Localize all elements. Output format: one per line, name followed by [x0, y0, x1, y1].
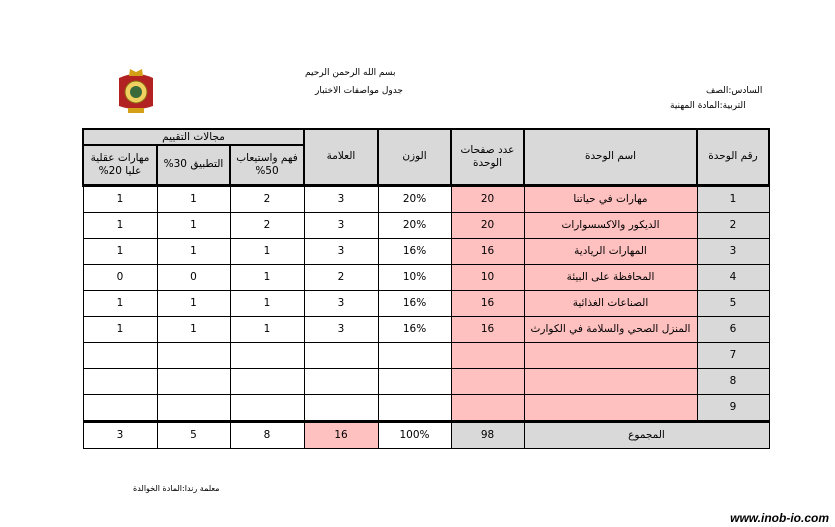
cell-no: 7: [697, 342, 769, 368]
cell-mark: [304, 394, 378, 421]
cell-higher: 1: [83, 316, 157, 342]
cell-weight: 16%: [378, 316, 451, 342]
cell-no: 3: [697, 238, 769, 264]
cell-weight: 16%: [378, 290, 451, 316]
jordan-coat-of-arms-logo: [116, 66, 156, 116]
cell-mark: 3: [304, 316, 378, 342]
watermark: www.inob-io.com: [730, 511, 829, 525]
cell-understand: [230, 342, 304, 368]
cell-pages: 16: [451, 290, 524, 316]
cell-weight: 16%: [378, 238, 451, 264]
cell-higher: 0: [83, 264, 157, 290]
cell-pages: 16: [451, 316, 524, 342]
header-unit-name: اسم الوحدة: [524, 129, 697, 185]
table-row: [83, 368, 769, 394]
cell-name: [524, 342, 697, 368]
header-pages: عدد صفحات الوحدة: [451, 129, 524, 185]
table-row: [83, 212, 769, 238]
cell-name: المنزل الصحي والسلامة في الكوارث: [524, 316, 697, 342]
total-higher: 3: [83, 421, 157, 448]
table-row: [83, 185, 769, 212]
cell-no: 4: [697, 264, 769, 290]
cell-no: 6: [697, 316, 769, 342]
teacher-name: معلمة رندا:المادة الخوالدة: [133, 484, 220, 493]
cell-name: المهارات الريادية: [524, 238, 697, 264]
header-weight: الوزن: [378, 129, 451, 185]
cell-name: المحافظة على البيئة: [524, 264, 697, 290]
total-row: [83, 421, 769, 448]
cell-pages: [451, 394, 524, 421]
cell-mark: 2: [304, 264, 378, 290]
cell-apply: 1: [157, 290, 230, 316]
cell-understand: 2: [230, 185, 304, 212]
cell-apply: [157, 342, 230, 368]
cell-apply: 1: [157, 212, 230, 238]
total-apply: 5: [157, 421, 230, 448]
cell-higher: 1: [83, 238, 157, 264]
cell-name: مهارات في حياتنا: [524, 185, 697, 212]
cell-higher: [83, 394, 157, 421]
cell-apply: 1: [157, 238, 230, 264]
cell-understand: 1: [230, 264, 304, 290]
total-weight: 100%: [378, 421, 451, 448]
cell-higher: [83, 368, 157, 394]
cell-understand: 1: [230, 238, 304, 264]
cell-pages: 20: [451, 185, 524, 212]
cell-mark: [304, 368, 378, 394]
cell-understand: 2: [230, 212, 304, 238]
total-pages: 98: [451, 421, 524, 448]
cell-weight: 10%: [378, 264, 451, 290]
cell-mark: 3: [304, 238, 378, 264]
cell-mark: [304, 342, 378, 368]
table-row: [83, 394, 769, 421]
cell-pages: 16: [451, 238, 524, 264]
cell-no: 9: [697, 394, 769, 421]
cell-apply: 1: [157, 316, 230, 342]
cell-apply: 1: [157, 185, 230, 212]
document-title: جدول مواصفات الاختبار: [315, 86, 403, 96]
cell-higher: 1: [83, 290, 157, 316]
cell-name: [524, 368, 697, 394]
cell-mark: 3: [304, 212, 378, 238]
cell-mark: 3: [304, 185, 378, 212]
cell-understand: [230, 394, 304, 421]
header-unit-no: رقم الوحدة: [697, 129, 769, 185]
cell-name: [524, 394, 697, 421]
cell-name: الصناعات الغذائية: [524, 290, 697, 316]
cell-understand: 1: [230, 290, 304, 316]
total-mark: 16: [304, 421, 378, 448]
cell-weight: 20%: [378, 185, 451, 212]
cell-higher: [83, 342, 157, 368]
table-row: [83, 342, 769, 368]
cell-pages: 20: [451, 212, 524, 238]
grade-label: السادس:الصف: [706, 86, 763, 96]
total-label: المجموع: [524, 421, 769, 448]
cell-pages: 10: [451, 264, 524, 290]
table-row: [83, 316, 769, 342]
basmala: بسم الله الرحمن الرحيم: [305, 68, 396, 78]
table-row: [83, 238, 769, 264]
cell-no: 1: [697, 185, 769, 212]
table-row: [83, 290, 769, 316]
header-higher: مهارات عقلية عليا 20%: [83, 145, 157, 185]
cell-apply: [157, 368, 230, 394]
header-understand: فهم واستيعاب 50%: [230, 145, 304, 185]
cell-no: 2: [697, 212, 769, 238]
cell-weight: 20%: [378, 212, 451, 238]
cell-understand: 1: [230, 316, 304, 342]
cell-pages: [451, 368, 524, 394]
header-domains: مجالات التقييم: [83, 129, 304, 145]
subject-label: التربية:المادة المهنية: [670, 101, 746, 111]
cell-apply: [157, 394, 230, 421]
header-apply: التطبيق 30%: [157, 145, 230, 185]
cell-no: 8: [697, 368, 769, 394]
cell-weight: [378, 342, 451, 368]
cell-no: 5: [697, 290, 769, 316]
cell-understand: [230, 368, 304, 394]
cell-apply: 0: [157, 264, 230, 290]
cell-higher: 1: [83, 212, 157, 238]
cell-name: الديكور والاكسسوارات: [524, 212, 697, 238]
cell-mark: 3: [304, 290, 378, 316]
specification-table: [82, 128, 770, 449]
total-understand: 8: [230, 421, 304, 448]
table-row: [83, 264, 769, 290]
cell-pages: [451, 342, 524, 368]
cell-weight: [378, 394, 451, 421]
header-mark: العلامة: [304, 129, 378, 185]
cell-weight: [378, 368, 451, 394]
cell-higher: 1: [83, 185, 157, 212]
